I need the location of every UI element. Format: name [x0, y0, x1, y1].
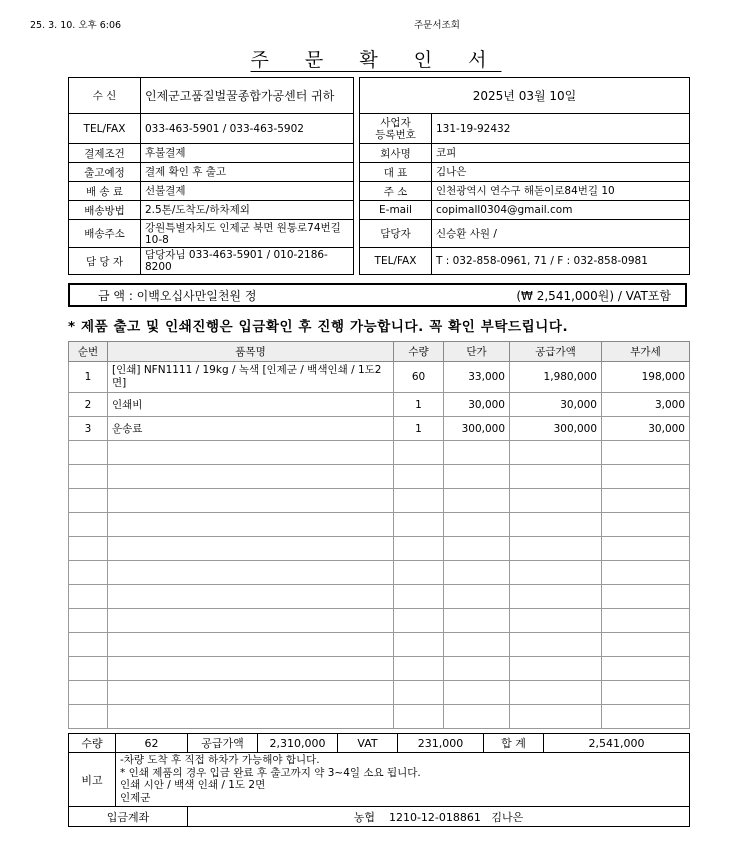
empty-cell [444, 633, 510, 657]
notice-text: * 제품 출고 및 인쇄진행은 입금확인 후 진행 가능합니다. 꼭 확인 부탁드립니다. [68, 319, 569, 335]
row-no: 3 [69, 417, 108, 441]
address-label: 배송주소 [69, 220, 141, 248]
empty-row [69, 633, 690, 657]
summary-table [68, 733, 690, 827]
sum-supply-value: 2,310,000 [258, 734, 338, 753]
supplier-address-value: 인천광역시 연수구 해돋이로84번길 10 [432, 182, 690, 201]
empty-cell [602, 489, 690, 513]
empty-cell [394, 609, 444, 633]
empty-rows [69, 441, 690, 729]
empty-cell [69, 585, 108, 609]
empty-cell [394, 441, 444, 465]
empty-cell [602, 705, 690, 729]
empty-row [69, 441, 690, 465]
remarks-line: 인쇄 시안 / 백색 인쇄 / 1도 2면 [120, 779, 266, 791]
table-row [69, 417, 690, 441]
empty-row [69, 609, 690, 633]
sum-qty-label: 수량 [69, 734, 116, 753]
supplier-telfax-label: TEL/FAX [360, 248, 432, 275]
supplier-address-label: 주 소 [360, 182, 432, 201]
empty-cell [394, 465, 444, 489]
regno-value: 131-19-92432 [432, 114, 690, 144]
row-supply: 30,000 [510, 393, 602, 417]
remarks-line: 인제군 [120, 791, 151, 804]
row-vat: 198,000 [602, 362, 690, 393]
telfax-value: 033-463-5901 / 033-463-5902 [141, 114, 354, 144]
empty-cell [510, 633, 602, 657]
empty-row [69, 681, 690, 705]
empty-cell [108, 537, 394, 561]
company-label: 회사명 [360, 144, 432, 163]
empty-cell [444, 705, 510, 729]
sum-total-value: 2,541,000 [544, 734, 690, 753]
recipient-table [68, 77, 354, 275]
ceo-label: 대 표 [360, 163, 432, 182]
row-name: 인쇄비 [108, 393, 394, 417]
empty-cell [108, 585, 394, 609]
empty-cell [394, 489, 444, 513]
empty-cell [69, 465, 108, 489]
row-no: 2 [69, 393, 108, 417]
supplier-manager-value: 신승환 사원 / [432, 220, 690, 248]
row-supply: 300,000 [510, 417, 602, 441]
sum-vat-value: 231,000 [398, 734, 484, 753]
column-header: 공급가액 [510, 342, 602, 362]
empty-row [69, 513, 690, 537]
amount-box [68, 283, 687, 307]
account-value: 농협 1210-12-018861 김나은 [188, 807, 690, 827]
row-no: 1 [69, 362, 108, 393]
empty-cell [602, 681, 690, 705]
amount-text: 금 액 : 이백오십사만일천원 정 [98, 288, 257, 303]
empty-cell [394, 585, 444, 609]
items-table [68, 341, 690, 729]
empty-cell [69, 489, 108, 513]
empty-cell [602, 633, 690, 657]
empty-cell [510, 609, 602, 633]
row-name: 운송료 [108, 417, 394, 441]
method-label: 배송방법 [69, 201, 141, 220]
empty-cell [394, 657, 444, 681]
empty-cell [510, 537, 602, 561]
empty-cell [444, 609, 510, 633]
empty-cell [69, 441, 108, 465]
company-value: 코피 [432, 144, 690, 163]
remarks-content [116, 753, 690, 807]
remarks-line: -차량 도착 후 직접 하차가 가능해야 합니다. [120, 754, 320, 766]
empty-cell [69, 537, 108, 561]
empty-cell [108, 561, 394, 585]
row-qty: 1 [394, 393, 444, 417]
regno-label: 사업자 등록번호 [360, 114, 432, 144]
sum-supply-label: 공급가액 [188, 734, 258, 753]
empty-cell [394, 513, 444, 537]
empty-cell [444, 513, 510, 537]
amount-number: (₩ 2,541,000원) / VAT포함 [516, 288, 671, 303]
supplier-telfax-value: T : 032-858-0961, 71 / F : 032-858-0981 [432, 248, 690, 275]
empty-cell [510, 681, 602, 705]
column-header: 수량 [394, 342, 444, 362]
empty-cell [602, 657, 690, 681]
row-price: 300,000 [444, 417, 510, 441]
empty-row [69, 705, 690, 729]
print-datetime: 25. 3. 10. 오후 6:06 [30, 20, 122, 31]
empty-cell [69, 657, 108, 681]
row-price: 33,000 [444, 362, 510, 393]
empty-cell [510, 465, 602, 489]
row-vat: 30,000 [602, 417, 690, 441]
empty-row [69, 537, 690, 561]
sum-qty-value: 62 [116, 734, 188, 753]
empty-cell [444, 657, 510, 681]
row-name: [인쇄] NFN1111 / 19kg / 녹색 [인제군 / 백색인쇄 / 1도2면] [108, 362, 394, 393]
row-qty: 60 [394, 362, 444, 393]
empty-cell [69, 633, 108, 657]
payment-label: 결제조건 [69, 144, 141, 163]
empty-cell [444, 537, 510, 561]
release-value: 결제 확인 후 출고 [141, 163, 354, 182]
ceo-value: 김나은 [432, 163, 690, 182]
empty-cell [510, 441, 602, 465]
supplier-table [359, 77, 690, 275]
telfax-label: TEL/FAX [69, 114, 141, 144]
empty-row [69, 465, 690, 489]
row-supply: 1,980,000 [510, 362, 602, 393]
shipfee-value: 선불결제 [141, 182, 354, 201]
empty-cell [108, 705, 394, 729]
empty-cell [108, 633, 394, 657]
empty-cell [69, 513, 108, 537]
empty-cell [510, 561, 602, 585]
empty-cell [108, 489, 394, 513]
row-price: 30,000 [444, 393, 510, 417]
empty-cell [602, 585, 690, 609]
empty-cell [444, 489, 510, 513]
empty-cell [108, 513, 394, 537]
empty-cell [108, 681, 394, 705]
manager-value: 담당자님 033-463-5901 / 010-2186-8200 [141, 248, 354, 275]
empty-cell [69, 681, 108, 705]
empty-cell [394, 561, 444, 585]
empty-cell [510, 585, 602, 609]
email-value: copimall0304@gmail.com [432, 201, 690, 220]
empty-cell [108, 465, 394, 489]
empty-cell [394, 681, 444, 705]
empty-cell [394, 537, 444, 561]
empty-cell [602, 537, 690, 561]
sum-total-label: 합 계 [484, 734, 544, 753]
order-date: 2025년 03월 10일 [360, 78, 690, 114]
empty-cell [394, 705, 444, 729]
account-label: 입금계좌 [69, 807, 188, 827]
column-header: 순번 [69, 342, 108, 362]
address-value: 강원특별자치도 인제군 북면 원통로74번길 10-8 [141, 220, 354, 248]
empty-cell [510, 513, 602, 537]
document-title: 주 문 확 인 서 [250, 49, 502, 71]
print-page-title: 주문서조회 [414, 20, 460, 31]
to-value: 인제군고품질벌꿀종합가공센터 귀하 [141, 78, 354, 114]
shipfee-label: 배 송 료 [69, 182, 141, 201]
empty-cell [602, 609, 690, 633]
empty-row [69, 585, 690, 609]
remarks-label: 비고 [69, 753, 116, 807]
empty-cell [444, 681, 510, 705]
remarks-line: * 인쇄 제품의 경우 입금 완료 후 출고까지 약 3~4일 소요 됩니다. [120, 766, 421, 779]
empty-cell [394, 633, 444, 657]
release-label: 출고예정 [69, 163, 141, 182]
to-label: 수 신 [69, 78, 141, 114]
column-header: 단가 [444, 342, 510, 362]
empty-cell [510, 657, 602, 681]
empty-cell [602, 441, 690, 465]
row-vat: 3,000 [602, 393, 690, 417]
empty-row [69, 489, 690, 513]
table-row [69, 393, 690, 417]
empty-cell [69, 705, 108, 729]
sum-vat-label: VAT [338, 734, 398, 753]
empty-cell [510, 489, 602, 513]
empty-cell [444, 465, 510, 489]
empty-cell [444, 561, 510, 585]
empty-row [69, 561, 690, 585]
table-row [69, 362, 690, 393]
empty-cell [108, 657, 394, 681]
empty-cell [602, 561, 690, 585]
empty-cell [108, 441, 394, 465]
method-value: 2.5톤/도착도/하차제외 [141, 201, 354, 220]
empty-row [69, 657, 690, 681]
empty-cell [444, 441, 510, 465]
column-header: 품목명 [108, 342, 394, 362]
manager-label: 담 당 자 [69, 248, 141, 275]
empty-cell [510, 705, 602, 729]
empty-cell [69, 609, 108, 633]
empty-cell [602, 465, 690, 489]
row-qty: 1 [394, 417, 444, 441]
empty-cell [108, 609, 394, 633]
empty-cell [602, 513, 690, 537]
payment-value: 후불결제 [141, 144, 354, 163]
empty-cell [444, 585, 510, 609]
email-label: E-mail [360, 201, 432, 220]
column-header: 부가세 [602, 342, 690, 362]
empty-cell [69, 561, 108, 585]
supplier-manager-label: 담당자 [360, 220, 432, 248]
